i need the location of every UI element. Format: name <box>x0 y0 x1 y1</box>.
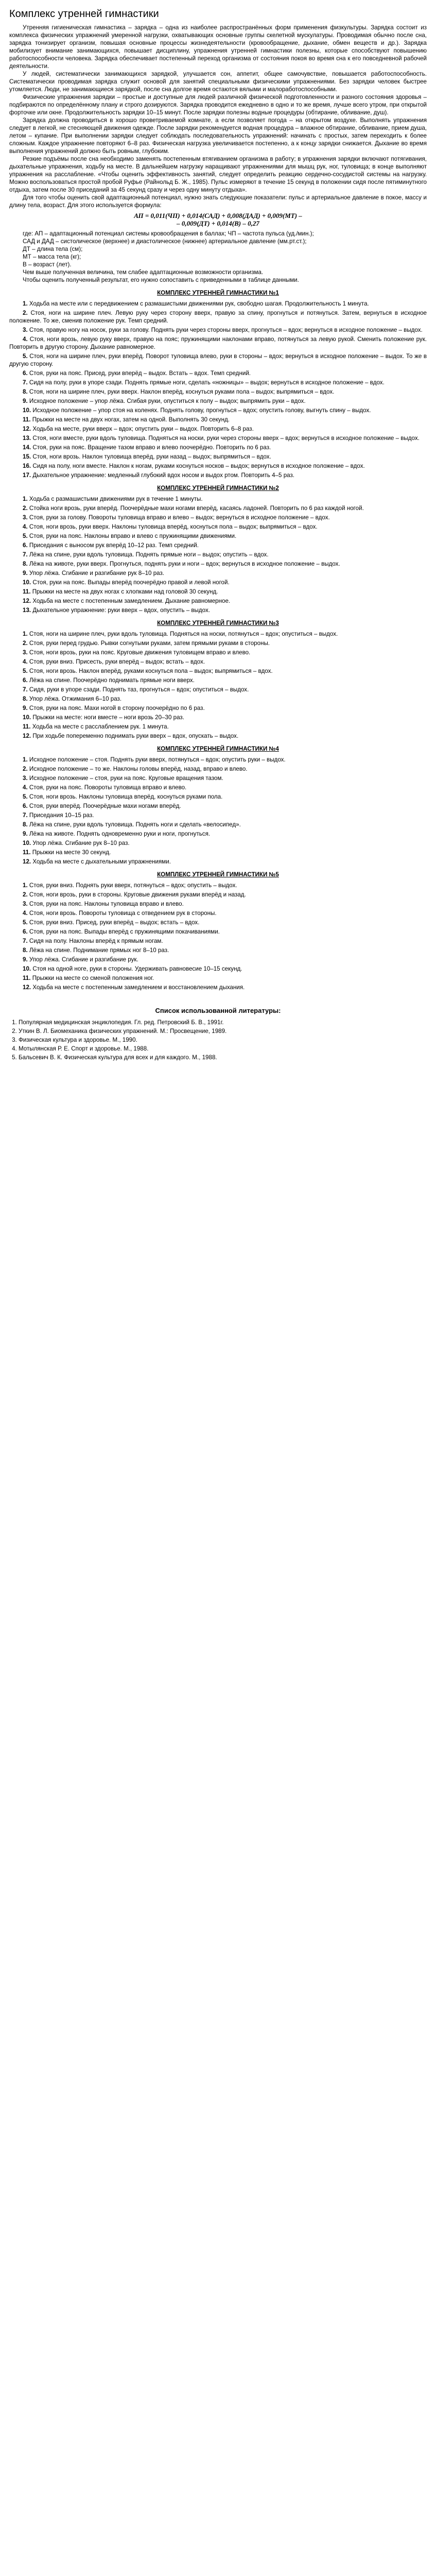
exercise-number: 9. <box>23 705 29 711</box>
exercise-item <box>9 937 427 945</box>
exercise-item <box>9 811 427 819</box>
exercise-item <box>9 723 427 731</box>
references-list <box>9 1019 427 1061</box>
exercise-item <box>9 352 427 368</box>
exercise-text: Стоя, ноги врозь, руки на пояс. Круговые движения туловищем вправо и влево. <box>29 649 251 656</box>
exercise-text: Ходьба на месте, руки вверх – вдох; опустить руки – выдох. Повторить 6–8 раз. <box>32 426 254 432</box>
references-heading: Список использованной литературы: <box>155 1007 281 1014</box>
exercise-item <box>9 514 427 521</box>
exercise-text: Стоя, руки на пояс. Повороты туловища вправо и влево. <box>29 784 187 791</box>
exercise-item <box>9 891 427 899</box>
exercise-item <box>9 630 427 638</box>
exercise-item <box>9 560 427 568</box>
exercise-item <box>9 658 427 666</box>
exercise-text: Стоя, ноги на ширине плеч, руки вверх. Наклон вперёд, коснуться руками пола – выдох; выпрямиться – вдох. <box>29 388 335 395</box>
exercise-text: Приседания 10–15 раз. <box>29 812 94 819</box>
exercise-text: Стоя, руки на пояс. Присед, руки вперёд – выдох. Встать – вдох. Темп средний. <box>29 370 251 377</box>
exercise-text: Лёжа на спине. Поочерёдно поднимать прямые ноги вверх. <box>29 677 195 684</box>
exercise-text: Стоя, руки вниз. Поднять руки вверх, потянуться – вдох; опустить – выдох. <box>29 882 237 889</box>
exercise-list <box>9 300 427 479</box>
exercise-item <box>9 695 427 703</box>
exercise-item <box>9 974 427 982</box>
exercise-number: 3. <box>23 327 29 333</box>
exercise-number: 2. <box>23 505 29 512</box>
exercise-text: Стоя, ноги врозь. Наклон вперёд, руками коснуться пола – выдох; выпрямиться – вдох. <box>29 668 273 674</box>
exercise-item <box>9 676 427 684</box>
exercise-item <box>9 667 427 675</box>
exercise-text: Ходьба с размашистыми движениями рук в течение 1 минуты. <box>29 496 203 502</box>
exercise-text: Лёжа на животе, руки вверх. Прогнуться, поднять руки и ноги – вдох; вернуться в исходное положение – выдох. <box>29 561 340 567</box>
exercise-number: 4. <box>23 523 29 530</box>
exercise-text: Исходное положение – упор стоя на коленях. Поднять голову, прогнуться – вдох; опустить голову, выгнуть спину – выдох. <box>32 407 371 414</box>
exercise-item <box>9 704 427 712</box>
reference-item: 1. Популярная медицинская энциклопедия. Гл. ред. Петровский Б. В., 1991г. <box>19 1019 427 1026</box>
exercise-number: 5. <box>23 793 29 800</box>
exercise-number: 9. <box>23 831 29 837</box>
exercise-number: 8. <box>23 388 29 395</box>
exercise-text: Стоя, ноги врозь. Наклоны туловища вперёд, коснуться руками пола. <box>29 793 223 800</box>
exercise-number: 7. <box>23 812 29 819</box>
exercise-text: Упор лёжа. Сгибание и разгибание рук 8–10 раз. <box>29 570 165 577</box>
exercise-number: 7. <box>23 551 29 558</box>
exercise-text: Стоя, ноги врозь. Наклон туловища вперёд, руки назад – выдох; выпрямиться – вдох. <box>32 453 271 460</box>
adaptation-formula <box>9 212 427 227</box>
exercise-text: Прыжки на месте со сменой положения ног. <box>32 975 154 981</box>
intro-paragraph: Резкие подъёмы после сна необходимо заменять постепенным втягиванием организма в работу; в упражнения зарядки включают потягивания, дыхательные упражнения, ходьбу на месте. В дальнейшем нагрузку наращивают упражнениями для мышц рук, ног, туловища; в конце выполняют упражнения на расслабление. «Чтобы оценить эффективность занятий, следует определить реакцию сердечно-сосудистой системы на нагрузку. Можно воспользоваться простой пробой Руфье (Райнольд Б. Ж., 1985). Пульс измеряют в течение 15 секунд в положении сидя после пятиминутного отдыха, затем после 30 приседаний за 45 секунд сразу и через одну минуту отдыха». <box>9 156 427 193</box>
exercise-number: 12. <box>23 733 33 739</box>
exercise-number: 6. <box>23 803 29 809</box>
exercise-number: 1. <box>23 631 29 637</box>
exercise-number: 3. <box>23 649 29 656</box>
legend-line: В – возраст (лет). <box>23 261 72 268</box>
exercise-number: 17. <box>23 472 33 479</box>
exercise-number: 15. <box>23 453 33 460</box>
document-page <box>0 0 436 1083</box>
reference-item: 3. Физическая культура и здоровье. М., 1990. <box>19 1036 427 1044</box>
exercise-text: Ходьба на месте или с передвижением с размашистыми движениями рук, свободно шагая. Продолжительность 1 минута. <box>29 300 369 307</box>
exercise-text: Стоя, руки на пояс. Наклоны туловища вправо и влево. <box>29 901 184 907</box>
exercise-number: 4. <box>23 910 29 917</box>
exercise-number: 13. <box>23 607 33 614</box>
exercise-item <box>9 434 427 442</box>
exercise-number: 9. <box>23 956 29 963</box>
exercise-item <box>9 714 427 721</box>
exercise-text: Стоя, руки на пояс. Наклоны вправо и влево с пружинящими движениями. <box>29 533 237 539</box>
exercise-item <box>9 397 427 405</box>
exercise-text: Ходьба на месте с постепенным замедлением и восстановлением дыхания. <box>32 984 245 991</box>
exercise-item <box>9 406 427 414</box>
exercise-number: 8. <box>23 561 29 567</box>
exercise-text: Сидя на полу. Наклоны вперёд к прямым ногам. <box>29 938 163 944</box>
exercise-text: Лёжа на спине. Поднимание прямых ног 8–10 раз. <box>29 947 169 954</box>
exercise-number: 7. <box>23 938 29 944</box>
exercise-text: Стоя, ноги на ширине плеч, руки вперёд. Поворот туловища влево, руки в стороны – вдох; вернуться в исходное положение – выдох. То же в другую сторону. <box>9 353 427 367</box>
reference-item: 2. Уткин В. Л. Биомеханика физических упражнений. М.: Просвещение, 1989. <box>19 1027 427 1035</box>
intro-paragraph: Утренняя гигиеническая гимнастика – зарядка – одна из наиболее распространённых форм применения физкультуры. Зарядка состоит из комплекса физических упражнений умеренной нагрузки, охватывающих основные группы скелетной мускулатуры. Проводимая обычно после сна, зарядка тонизирует организм, повышая основные процессы жизнедеятельности (кровообращение, дыхание, обмен веществ и др.). Зарядка мобилизует внимание занимающихся, повышает дисциплину, упражнения утренней гимнастики полезны, которые способствуют повышению работоспособности человека. Зарядка обеспечивает постепенный переход организма от состояния покоя во время сна к его повседневной рабочей деятельности. <box>9 24 427 70</box>
exercise-number: 7. <box>23 379 29 386</box>
exercise-number: 1. <box>23 300 29 307</box>
legend-line: ДТ – длина тела (см); <box>23 246 83 252</box>
exercise-text: Сидя, руки в упоре сзади. Поднять таз, прогнуться – вдох; опуститься – выдох. <box>29 686 249 693</box>
after-formula <box>9 268 427 284</box>
exercise-text: Упор лёжа. Отжимания 6–10 раз. <box>29 696 122 702</box>
exercise-list <box>9 495 427 614</box>
exercise-number: 11. <box>23 849 32 856</box>
exercise-text: Лёжа на спине, руки вдоль туловища. Поднять ноги и сделать «велосипед». <box>29 821 241 828</box>
exercise-number: 3. <box>23 775 29 782</box>
exercise-text: Дыхательное упражнение: руки вверх – вдох, опустить – выдох. <box>32 607 210 614</box>
exercise-item <box>9 523 427 531</box>
exercise-text: Стоя, правую ногу на носок, руки за голову. Поднять руки через стороны вверх, прогнуться – вдох; вернуться в исходное положение – выдох. <box>29 327 423 333</box>
exercise-number: 2. <box>23 310 31 316</box>
exercise-item <box>9 462 427 470</box>
formula-line: АП = 0,011(ЧП) + 0,014(САД) + 0,008(ДАД) + 0,009(МТ) – <box>134 212 302 219</box>
exercise-item <box>9 416 427 423</box>
exercise-item <box>9 965 427 973</box>
intro-section <box>9 24 427 209</box>
exercise-item <box>9 495 427 503</box>
exercise-number: 8. <box>23 947 29 954</box>
after-formula-paragraph: Чем выше полученная величина, тем слабее адаптационные возможности организма. <box>23 269 264 276</box>
exercise-number: 16. <box>23 463 33 469</box>
exercise-item <box>9 551 427 558</box>
exercise-text: Прыжки на месте: ноги вместе – ноги врозь 20–30 раз. <box>32 714 184 721</box>
exercise-item <box>9 388 427 396</box>
exercise-text: Стоя, ноги врозь. Повороты туловища с отведением рук в стороны. <box>29 910 217 917</box>
exercise-text: Исходное положение – упор лёжа. Сгибая руки, опуститься к полу – выдох; выпрямить руки – вдох. <box>29 398 306 404</box>
exercise-item <box>9 335 427 351</box>
exercise-text: Прыжки на месте 30 секунд. <box>32 849 111 856</box>
exercise-text: Стоя, ноги врозь, руки вверх. Наклоны туловища вперёд, коснуться пола – выдох; выпрямиться – вдох. <box>29 523 318 530</box>
exercise-item <box>9 839 427 847</box>
complex-heading: КОМПЛЕКС УТРЕННЕЙ ГИМНАСТИКИ №1 <box>157 290 279 296</box>
exercise-item <box>9 649 427 656</box>
exercise-number: 6. <box>23 542 29 549</box>
exercise-text: Приседания с выносом рук вперёд 10–12 раз. Темп средний. <box>29 542 199 549</box>
exercise-text: Сидя на полу, руки в упоре сзади. Поднять прямые ноги, сделать «ножницы» – выдох; вернуться в исходное положение – вдох. <box>29 379 385 386</box>
exercise-text: Лёжа на животе. Поднять одновременно руки и ноги, прогнуться. <box>29 831 211 837</box>
exercise-item <box>9 326 427 334</box>
exercise-number: 4. <box>23 784 29 791</box>
exercise-item <box>9 928 427 936</box>
exercise-text: Стоя, руки на пояс. Вращение тазом вправо и влево поочерёдно. Повторить по 6 раз. <box>32 444 271 451</box>
exercise-number: 5. <box>23 353 30 360</box>
exercise-item <box>9 802 427 810</box>
exercise-text: Стойка ноги врозь, руки вперёд. Поочерёдные махи ногами вперёд, касаясь ладоней. Повторить по 6 раз каждой ногой. <box>29 505 364 512</box>
exercise-text: Упор лёжа. Сгибание и разгибание рук. <box>29 956 138 963</box>
exercise-item <box>9 984 427 991</box>
complex-heading: КОМПЛЕКС УТРЕННЕЙ ГИМНАСТИКИ №3 <box>157 620 279 626</box>
exercise-item <box>9 309 427 325</box>
exercise-item <box>9 756 427 764</box>
exercise-item <box>9 774 427 782</box>
legend-line: МТ – масса тела (кг); <box>23 253 81 260</box>
exercise-number: 12. <box>23 426 33 432</box>
exercise-number: 2. <box>23 766 29 772</box>
exercise-text: Стоя, ноги врозь, руки в стороны. Круговые движения руками вперёд и назад. <box>29 891 246 898</box>
exercise-number: 3. <box>23 514 29 521</box>
formula-line: – 0,009(ДТ) + 0,014(В) – 0,27 <box>177 219 259 227</box>
exercise-number: 11. <box>23 723 32 730</box>
exercise-number: 2. <box>23 891 29 898</box>
exercise-item <box>9 732 427 740</box>
exercise-text: Ходьба на месте с расслаблением рук. 1 минута. <box>32 723 169 730</box>
exercise-number: 10. <box>23 407 33 414</box>
exercise-item <box>9 882 427 889</box>
exercise-text: Стоя, руки на пояс. Махи ногой в сторону поочерёдно по 6 раз. <box>29 705 205 711</box>
exercise-item <box>9 471 427 479</box>
intro-paragraph: Зарядка должна проводиться в хорошо проветриваемой комнате, а если позволяет погода – на открытом воздухе. Выполнять упражнения следует в легкой, не стесняющей движения одежде. После зарядки рекомендуется водная процедура – влажное обтирание, обливание, прием душа, летом – купание. При выполнении зарядки следует соблюдать последовательность упражнений: начинать с простых, затем переходить к более сложным. Каждое упражнение повторяют 6–8 раз. Физическая нагрузка увеличивается постепенно, а к концу зарядки снижается. Дыхание во время выполнения упражнений должно быть ровным, глубоким. <box>9 117 427 155</box>
exercise-text: Упор лёжа. Сгибание рук 8–10 раз. <box>32 840 130 846</box>
exercise-item <box>9 946 427 954</box>
exercise-list <box>9 630 427 740</box>
exercise-number: 9. <box>23 570 29 577</box>
exercise-item <box>9 858 427 866</box>
reference-item: 4. Мотылянская Р. Е. Спорт и здоровье. М., 1988. <box>19 1045 427 1053</box>
exercise-text: Стоя, руки на пояс. Выпады вперёд с пружинящими покачиваниями. <box>29 928 220 935</box>
formula-legend <box>9 230 427 268</box>
exercise-text: Стоя, ноги врозь, левую руку вверх, правую на пояс; пружинящими наклонами вправо, потянуться за левую рукой. Сменить положение рук. Повторить в другую сторону. Дыхание равномерное. <box>9 336 427 350</box>
exercise-item <box>9 532 427 540</box>
exercise-text: Исходное положение – то же. Наклоны головы вперёд, назад, вправо и влево. <box>29 766 248 772</box>
exercise-text: Ходьба на месте с постепенным замедлением. Дыхание равномерное. <box>32 598 231 604</box>
exercise-text: Стоя, ноги на ширине плеч. Левую руку через сторону вверх, правую за спину, прогнуться и потянуться. Затем, вернуться в исходное положение. То же, сменив положение рук. Темп средний. <box>9 310 427 324</box>
exercise-number: 12. <box>23 598 33 604</box>
exercise-number: 9. <box>23 398 29 404</box>
exercise-item <box>9 686 427 693</box>
exercise-item <box>9 919 427 926</box>
exercise-number: 12. <box>23 984 33 991</box>
exercise-item <box>9 504 427 512</box>
exercise-number: 11. <box>23 588 32 595</box>
exercise-number: 5. <box>23 919 29 926</box>
exercise-item <box>9 793 427 801</box>
exercise-number: 14. <box>23 444 33 451</box>
exercise-item <box>9 765 427 773</box>
exercise-text: Сидя на полу, ноги вместе. Наклон к ногам, руками коснуться носков – выдох; вернуться в исходное положение – вдох. <box>32 463 365 469</box>
exercise-text: Стоя, руки на пояс. Выпады вперёд поочерёдно правой и левой ногой. <box>32 579 230 586</box>
exercise-text: Стоя, руки вниз. Присед, руки вперёд – выдох; встать – вдох. <box>29 919 200 926</box>
page-title: Комплекс утренней гимнастики <box>9 8 159 20</box>
exercise-number: 11. <box>23 416 32 423</box>
exercise-item <box>9 588 427 596</box>
intro-paragraph: У людей, систематически занимающихся зарядкой, улучшается сон, аппетит, общее самочувствие, повышается работоспособность. Систематически проводимая зарядка служит основой для занятий специальными физическими упражнениями. Без зарядки человек быстрее утомляется. Люди, не занимающиеся зарядкой, после сна долгое время остаются вялыми и малоработоспособными. <box>9 71 427 93</box>
exercise-number: 5. <box>23 533 29 539</box>
exercise-text: Прыжки на месте на двух ногах с хлопками над головой 30 секунд. <box>32 588 218 595</box>
after-formula-paragraph: Чтобы оценить полученный результат, его нужно сопоставить с приведенными в таблице данными. <box>23 277 299 283</box>
exercise-text: Прыжки на месте на двух ногах, затем на одной. Выполнять 30 секунд. <box>32 416 230 423</box>
exercise-text: Стоя, руки вперёд. Поочерёдные махи ногами вперёд. <box>29 803 181 809</box>
exercise-item <box>9 453 427 461</box>
exercise-number: 7. <box>23 686 29 693</box>
exercise-list <box>9 756 427 866</box>
exercise-number: 10. <box>23 840 33 846</box>
exercise-number: 11. <box>23 975 32 981</box>
exercise-number: 13. <box>23 435 33 442</box>
exercise-number: 10. <box>23 965 33 972</box>
exercise-number: 5. <box>23 668 29 674</box>
exercise-text: Лёжа на спине, руки вдоль туловища. Поднять прямые ноги – выдох; опустить – вдох. <box>29 551 269 558</box>
exercise-item <box>9 956 427 963</box>
exercise-number: 1. <box>23 756 29 763</box>
exercise-list <box>9 882 427 991</box>
exercise-text: Дыхательное упражнение: медленный глубокий вдох носом и выдох ртом. Повторить 4–5 раз. <box>32 472 295 479</box>
exercise-number: 10. <box>23 714 33 721</box>
exercise-text: Стоя на одной ноге, руки в стороны. Удерживать равновесие 10–15 секунд. <box>32 965 242 972</box>
exercise-item <box>9 597 427 605</box>
exercise-number: 1. <box>23 496 29 502</box>
exercise-item <box>9 821 427 828</box>
exercise-item <box>9 606 427 614</box>
exercise-text: Стоя, ноги вместе, руки вдоль туловища. Подняться на носки, руки через стороны вверх – вдох; вернуться в исходное положение – выдох. <box>32 435 420 442</box>
exercise-item <box>9 369 427 377</box>
exercise-number: 3. <box>23 901 29 907</box>
exercise-number: 6. <box>23 370 29 377</box>
exercise-text: Исходное положение – стоя. Поднять руки вверх, потянуться – вдох; опустить руки – выдох. <box>29 756 286 763</box>
complexes-section <box>9 289 427 991</box>
exercise-item <box>9 569 427 577</box>
exercise-item <box>9 900 427 908</box>
exercise-number: 1. <box>23 882 29 889</box>
exercise-item <box>9 379 427 386</box>
exercise-number: 4. <box>23 658 29 665</box>
exercise-item <box>9 909 427 917</box>
exercise-text: Исходное положение – стоя, руки на пояс. Круговые вращения тазом. <box>29 775 223 782</box>
exercise-item <box>9 444 427 451</box>
exercise-item <box>9 541 427 549</box>
exercise-text: Стоя, руки перед грудью. Рывки согнутыми руками, затем прямыми руками в стороны. <box>29 640 270 647</box>
exercise-item <box>9 784 427 791</box>
exercise-text: Ходьба на месте с дыхательными упражнениями. <box>32 858 171 865</box>
exercise-text: Стоя, руки за голову. Повороты туловища вправо и влево – выдох; вернуться в исходное положение – вдох. <box>29 514 330 521</box>
exercise-item <box>9 300 427 308</box>
legend-line: где: АП – адаптационный потенциал системы кровообращения в баллах; ЧП – частота пульса (уд./мин.); <box>23 230 314 237</box>
exercise-item <box>9 639 427 647</box>
reference-item: 5. Бальсевич В. К. Физическая культура для всех и для каждого. М., 1988. <box>19 1054 427 1061</box>
legend-line: САД и ДАД – систолическое (верхнее) и диастолическое (нижнее) артериальное давление (мм.рт.ст.); <box>23 238 307 245</box>
exercise-item <box>9 579 427 586</box>
exercise-number: 6. <box>23 677 29 684</box>
complex-heading: КОМПЛЕКС УТРЕННЕЙ ГИМНАСТИКИ №4 <box>157 745 279 752</box>
exercise-item <box>9 849 427 856</box>
exercise-number: 4. <box>23 336 30 343</box>
intro-paragraph: Для того чтобы оценить свой адаптационный потенциал, нужно знать следующие показатели: пульс и артериальное давление в покое, массу и длину тела, возраст. Для этого используется формула: <box>9 194 427 209</box>
complex-heading: КОМПЛЕКС УТРЕННЕЙ ГИМНАСТИКИ №5 <box>157 871 279 878</box>
intro-paragraph: Физические упражнения зарядки – простые и доступные для людей различной физической подготовленности и разного состояния здоровья – подбираются по определённому плану и строго дозируются. Зарядка проводится ежедневно в одно и то же время, лучше всего утром, при открытой форточке или окне. Продолжительность зарядки 10–15 минут. После зарядки полезны водные процедуры (обтирание, обливание, душ). <box>9 94 427 116</box>
exercise-text: Стоя, ноги на ширине плеч, руки вдоль туловища. Подняться на носки, потянуться – вдох; опуститься – выдох. <box>29 631 338 637</box>
exercise-text: Стоя, руки вниз. Присесть, руки вперёд – выдох; встать – вдох. <box>29 658 205 665</box>
exercise-number: 10. <box>23 579 33 586</box>
exercise-number: 2. <box>23 640 29 647</box>
exercise-item <box>9 425 427 433</box>
exercise-number: 8. <box>23 821 29 828</box>
complex-heading: КОМПЛЕКС УТРЕННЕЙ ГИМНАСТИКИ №2 <box>157 485 279 492</box>
exercise-number: 6. <box>23 928 29 935</box>
exercise-text: При ходьбе попеременно поднимать руки вверх – вдох, опускать – выдох. <box>32 733 239 739</box>
exercise-number: 12. <box>23 858 33 865</box>
exercise-number: 8. <box>23 696 29 702</box>
exercise-item <box>9 830 427 838</box>
